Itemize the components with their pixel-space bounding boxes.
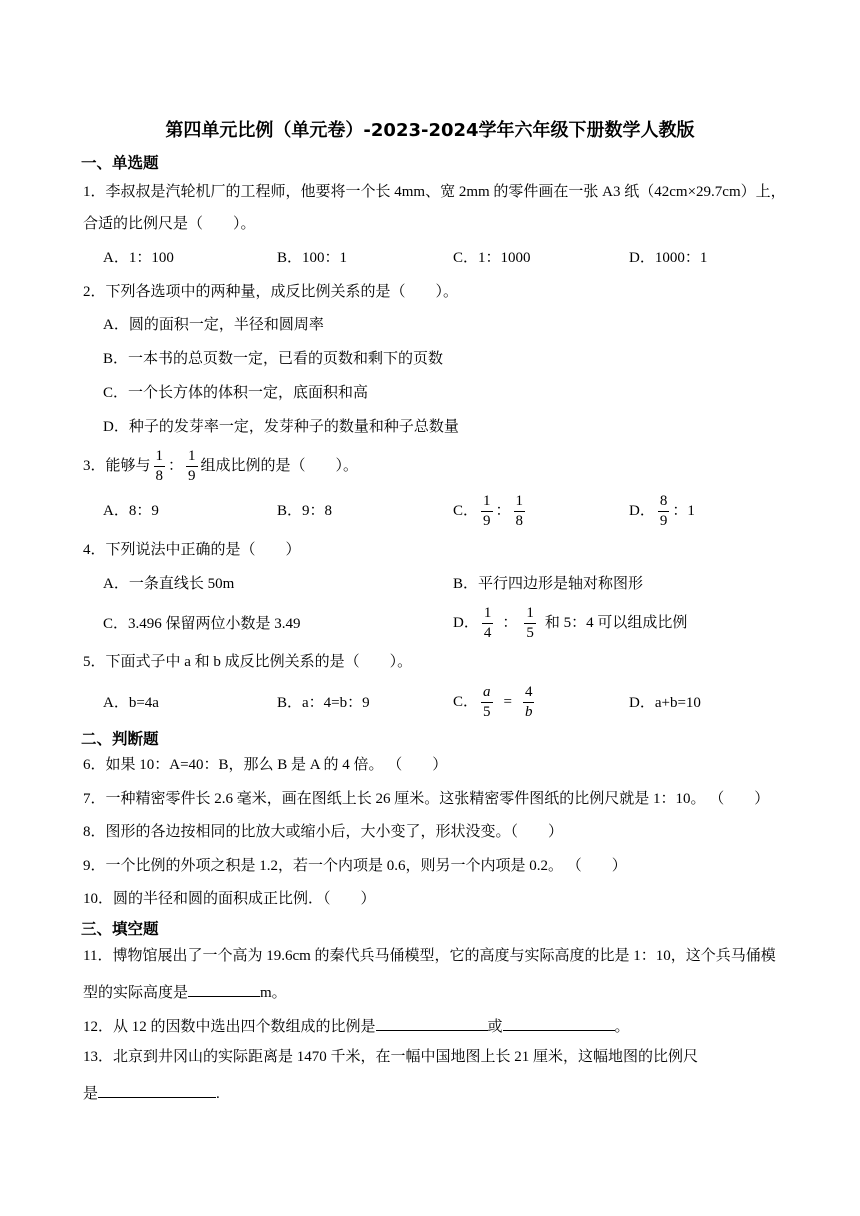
q3-stem — [83, 446, 358, 486]
q5-option-c-f1-den: 5 — [483, 704, 491, 721]
q11-line2-prefix: 型的实际高度是 — [83, 985, 189, 1001]
q12-answer-blank-1[interactable] — [376, 1014, 488, 1031]
q1-option-a: A．1：100 — [103, 250, 174, 266]
q4-option-d-fraction-1 — [482, 606, 494, 641]
q5-option-c-fraction-1 — [481, 685, 493, 720]
q3-option-c-f1-den: 9 — [483, 513, 491, 530]
q3-option-b: B．9：8 — [277, 503, 333, 519]
q5-option-c-f1-num: a — [483, 684, 491, 701]
q3-option-d — [629, 491, 695, 531]
q13-line2-prefix: 是 — [83, 1086, 99, 1102]
q12-answer-blank-2[interactable] — [503, 1014, 615, 1031]
q5-option-c — [453, 682, 537, 722]
q3-option-d-fraction — [658, 494, 670, 529]
q4-option-d-f1-num: 1 — [482, 606, 494, 624]
q9-stem: 9．一个比例的外项之积是 1.2，若一个内项是 0.6，则另一个内项是 0.2。 （ ） — [83, 858, 627, 874]
q5-option-c-label: C． — [453, 694, 479, 710]
q11-answer-blank[interactable] — [188, 980, 260, 997]
q1-option-b: B．100：1 — [277, 250, 348, 266]
section-heading-true-false: 二、判断题 — [81, 730, 159, 748]
q13-stem-line2 — [83, 1081, 220, 1104]
q4-option-d-f2-num: 1 — [524, 606, 536, 624]
q3-option-c-f1-num: 1 — [481, 494, 493, 512]
q5-option-c-equals: = — [503, 694, 512, 710]
q3-option-c-fraction-1 — [481, 494, 493, 529]
q3-option-c-f2-num: 1 — [514, 494, 526, 512]
q3-option-d-label: D． — [629, 503, 655, 519]
q4-option-d-rest: 和 5：4 可以组成比例 — [544, 615, 688, 631]
q12-mid: 或 — [487, 1019, 503, 1035]
q2-option-d: D．种子的发芽率一定，发芽种子的数量和种子总数量 — [103, 419, 459, 435]
q2-option-b: B．一本书的总页数一定，已看的页数和剩下的页数 — [103, 351, 444, 367]
q8-stem: 8．图形的各边按相同的比放大或缩小后，大小变了，形状没变。（ ） — [83, 824, 564, 840]
q13-stem-line1: 13．北京到井冈山的实际距离是 1470 千米，在一幅中国地图上长 21 厘米，这幅地图的比例尺 — [83, 1049, 699, 1065]
q5-option-c-f2-num: 4 — [523, 685, 535, 703]
page-title: 第四单元比例（单元卷）-2023-2024学年六年级下册数学人教版 — [165, 120, 695, 141]
q12-suffix: 。 — [614, 1019, 630, 1035]
q1-stem-line1: 1．李叔叔是汽轮机厂的工程师，他要将一个长 4mm、宽 2mm 的零件画在一张 A3 纸（42cm×29.7cm）上， — [83, 184, 786, 200]
q3-fraction-2-num: 1 — [186, 449, 198, 467]
q1-option-c: C．1：1000 — [453, 250, 531, 266]
section-heading-fill-in: 三、填空题 — [81, 920, 159, 938]
q5-option-a: A．b=4a — [103, 695, 159, 711]
q3-fraction-1-num: 1 — [154, 449, 166, 467]
q6-stem: 6．如果 10：A=40：B，那么 B 是 A 的 4 倍。 （ ） — [83, 757, 448, 773]
q1-option-d: D．1000：1 — [629, 250, 708, 266]
q3-fraction-1-den: 8 — [155, 468, 164, 485]
q10-stem: 10．圆的半径和圆的面积成正比例．（ ） — [83, 891, 376, 907]
q3-option-c-colon: ： — [495, 503, 511, 519]
q3-fraction-1 — [154, 449, 166, 484]
q5-option-c-fraction-2 — [523, 685, 535, 720]
q13-line2-suffix: . — [216, 1086, 220, 1102]
q3-fraction-2 — [186, 449, 198, 484]
q4-option-d-fraction-2 — [524, 606, 536, 641]
q5-stem: 5．下面式子中 a 和 b 成反比例关系的是（ ）。 — [83, 654, 413, 670]
q3-option-d-f-den: 9 — [659, 513, 668, 530]
q5-option-d: D．a+b=10 — [629, 695, 701, 711]
q4-option-c: C．3.496 保留两位小数是 3.49 — [103, 616, 301, 632]
q4-option-a: A．一条直线长 50m — [103, 576, 235, 592]
q11-stem-line1: 11．博物馆展出了一个高为 19.6cm 的秦代兵马俑模型，它的高度与实际高度的比是 1：10，这个兵马俑模 — [83, 948, 776, 964]
q4-option-d — [453, 603, 687, 643]
q4-option-d-label: D． — [453, 615, 479, 631]
q3-suffix: 组成比例的是（ ）。 — [200, 458, 359, 474]
q7-stem: 7．一种精密零件长 2.6 毫米，画在图纸上长 26 厘米。这张精密零件图纸的比例尺就是 1：10。 （ ） — [83, 791, 770, 807]
q4-option-d-f2-den: 5 — [526, 625, 534, 642]
q3-prefix: 3．能够与 — [83, 458, 151, 474]
q3-option-c-label: C． — [453, 503, 479, 519]
q1-stem-line2: 合适的比例尺是（ ）。 — [83, 216, 256, 232]
q4-option-d-colon: ： — [502, 615, 518, 631]
q11-line2-suffix: m。 — [260, 985, 287, 1001]
q2-option-c: C．一个长方体的体积一定，底面积和高 — [103, 385, 369, 401]
q11-stem-line2 — [83, 980, 287, 1003]
q3-option-c — [453, 491, 528, 531]
q3-option-c-f2-den: 8 — [515, 513, 524, 530]
q3-option-c-fraction-2 — [514, 494, 526, 529]
q5-option-c-f2-den: b — [524, 704, 533, 721]
q12-stem — [83, 1014, 630, 1037]
q2-stem: 2．下列各选项中的两种量，成反比例关系的是（ ）。 — [83, 284, 459, 300]
q3-option-a: A．8：9 — [103, 503, 159, 519]
q3-fraction-2-den: 9 — [188, 468, 196, 485]
section-heading-single-choice: 一、单选题 — [81, 154, 159, 172]
q13-answer-blank[interactable] — [98, 1081, 216, 1098]
q4-option-d-f1-den: 4 — [483, 625, 492, 642]
q3-colon: ： — [168, 458, 184, 474]
q4-stem: 4．下列说法中正确的是（ ） — [83, 542, 301, 558]
q4-option-b: B．平行四边形是轴对称图形 — [453, 576, 644, 592]
q5-option-b: B．a：4=b：9 — [277, 695, 370, 711]
q2-option-a: A．圆的面积一定，半径和圆周率 — [103, 317, 324, 333]
q3-option-d-rest: ：1 — [672, 503, 695, 519]
q12-prefix: 12．从 12 的因数中选出四个数组成的比例是 — [83, 1019, 376, 1035]
q3-option-d-f-num: 8 — [658, 494, 670, 512]
